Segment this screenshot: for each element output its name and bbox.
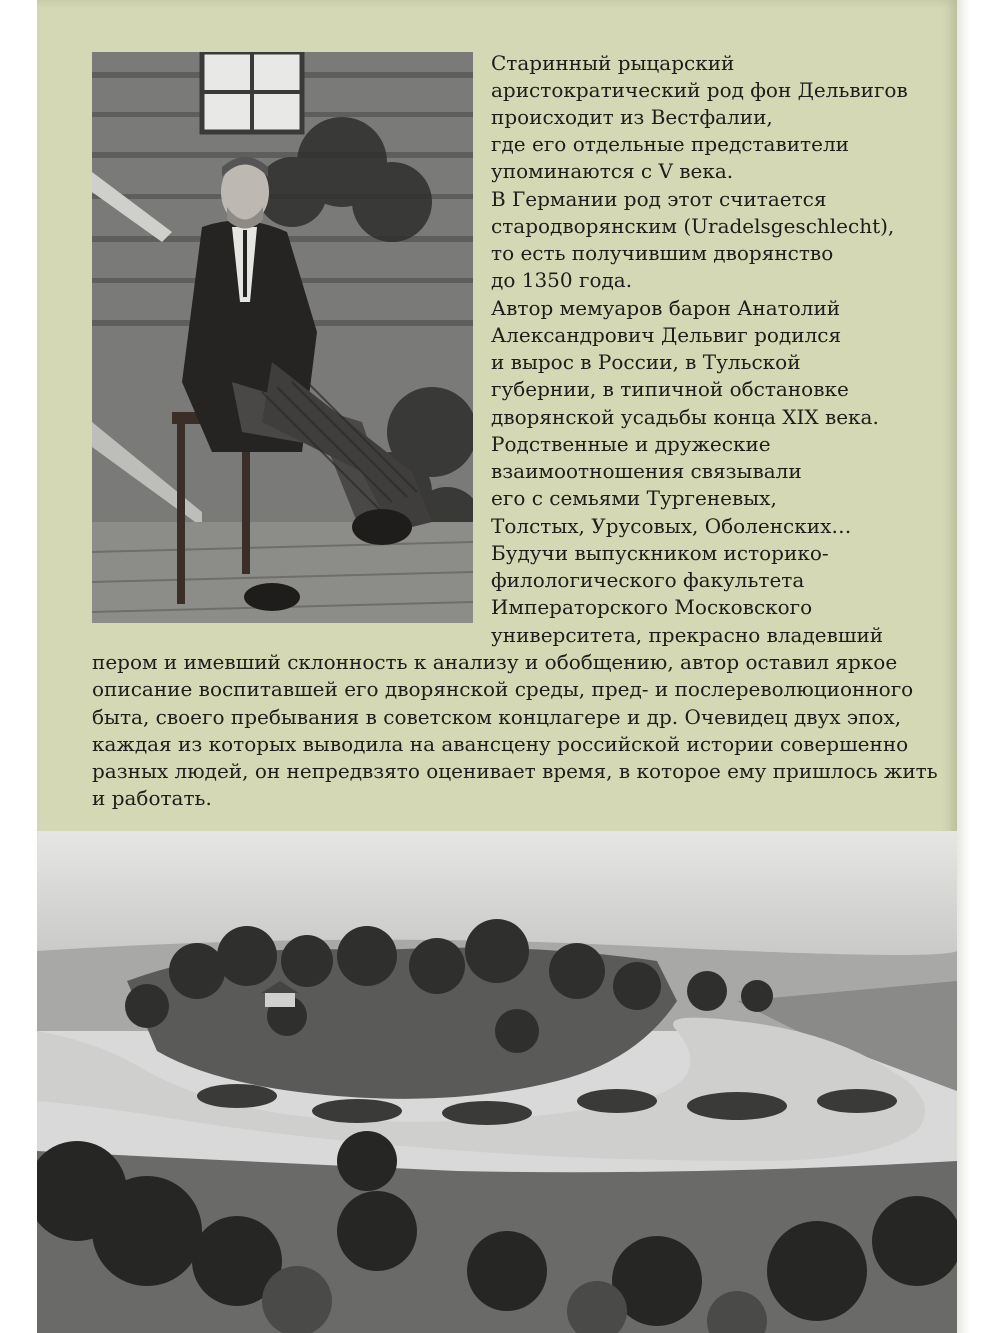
text-line: каждая из которых выводила на авансцену российской истории совершенно xyxy=(92,732,909,756)
text-line: где его отдельные представители xyxy=(491,132,849,156)
text-line: университета, прекрасно владевший xyxy=(491,623,884,647)
text-line: В Германии род этот считается xyxy=(491,187,827,211)
text-line: Толстых, Урусовых, Оболенских… xyxy=(491,514,852,538)
text-line: взаимоотношения связывали xyxy=(491,459,802,483)
text-line: губернии, в типичной обстановке xyxy=(491,377,849,401)
text-line: филологического факультета xyxy=(491,568,805,592)
landscape-photo-icon xyxy=(37,831,957,1333)
text-line: его с семьями Тургеневых, xyxy=(491,486,777,510)
text-line: Автор мемуаров барон Анатолий xyxy=(491,296,841,320)
text-line: дворянской усадьбы конца XIX века. xyxy=(491,405,879,429)
text-line: Александрович Дельвиг родился xyxy=(491,323,842,347)
text-line: Старинный рыцарский xyxy=(491,51,735,75)
text-line: быта, своего пребывания в советском концлагере и др. Очевидец двух эпох, xyxy=(92,705,902,729)
text-line: Будучи выпускником историко- xyxy=(491,541,829,565)
text-line: до 1350 года. xyxy=(491,268,633,292)
text-line: и работать. xyxy=(92,786,212,810)
text-line: пером и имевший склонность к анализу и обобщению, автор оставил яркое xyxy=(92,650,898,674)
text-line: стародворянским (Uradelsgeschlecht), xyxy=(491,214,895,238)
text-line: то есть получившим дворянство xyxy=(491,241,834,265)
text-line: и вырос в России, в Тульской xyxy=(491,350,801,374)
text-line: упоминаются с V века. xyxy=(491,159,734,183)
landscape-photo xyxy=(37,831,957,1333)
text-line: происходит из Вестфалии, xyxy=(491,105,773,129)
text-line: описание воспитавшей его дворянской среды, пред- и послереволюционного xyxy=(92,677,914,701)
text-line: разных людей, он непредвзято оценивает время, в которое ему пришлось жить xyxy=(92,759,938,783)
text-line: Императорского Московского xyxy=(491,595,813,619)
text-line: аристократический род фон Дельвигов xyxy=(491,78,908,102)
text-line: Родственные и дружеские xyxy=(491,432,771,456)
